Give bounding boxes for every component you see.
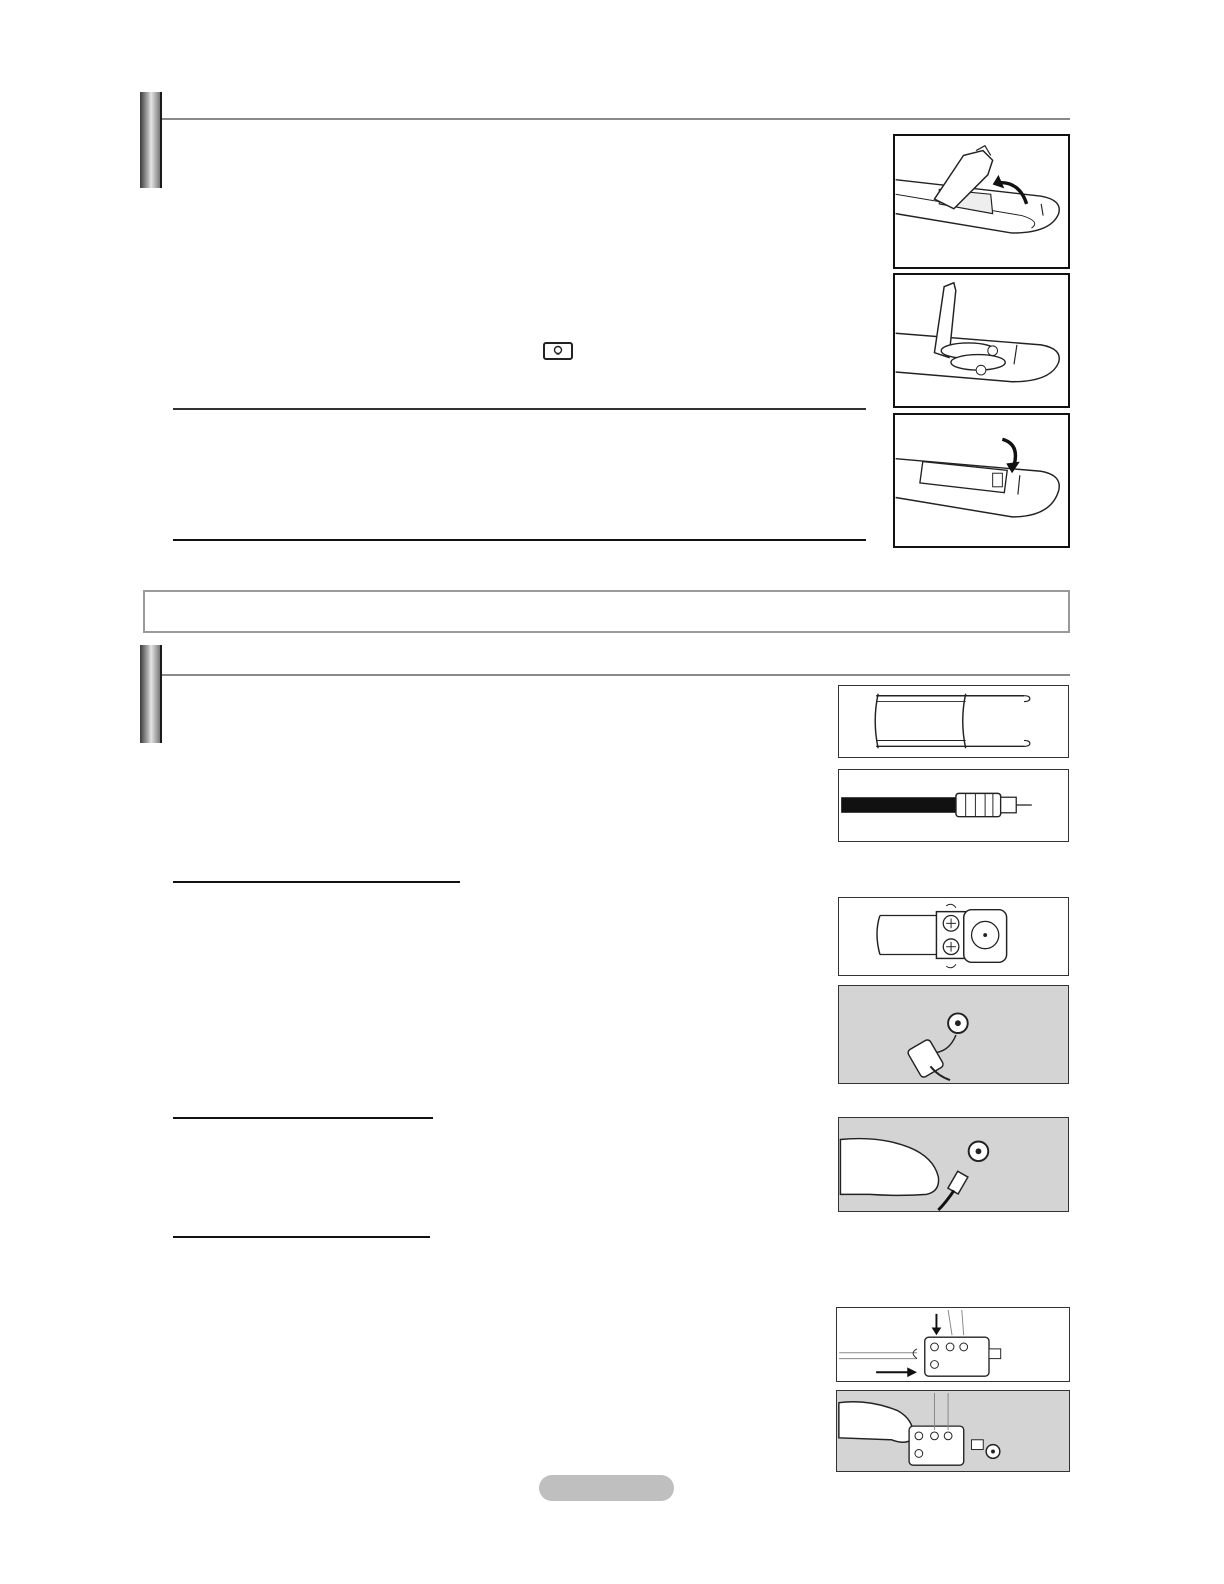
figure-coaxial-cable: [838, 769, 1069, 842]
figure-twin-lead-wire: [838, 685, 1069, 758]
light-button-icon: [543, 342, 573, 360]
section-heading-rule: [162, 674, 1070, 676]
section-heading-rule: [162, 118, 1070, 120]
banner-text: [145, 592, 1068, 612]
subheading-rule-3: [173, 1236, 430, 1238]
subheading-rule-1: [173, 881, 460, 883]
figure-splitter-arrows: [836, 1307, 1070, 1382]
figure-adapter-screw-terminals: [838, 897, 1069, 976]
note-bottom-rule: [173, 539, 866, 541]
figure-hand-splitter-connect: [836, 1390, 1070, 1472]
figure-hand-plug-ant-in: [838, 1117, 1069, 1212]
connection-banner: [143, 590, 1070, 633]
section-marker-bar: [140, 645, 162, 743]
figure-insert-batteries: [893, 273, 1070, 408]
subheading-rule-2: [173, 1117, 433, 1119]
page-number-pill: [539, 1475, 674, 1501]
note-top-rule: [173, 408, 866, 410]
figure-adapter-to-ant-in: [838, 985, 1069, 1084]
section-marker-bar: [140, 92, 162, 188]
figure-open-cover: [893, 134, 1070, 269]
figure-close-cover: [893, 413, 1070, 548]
